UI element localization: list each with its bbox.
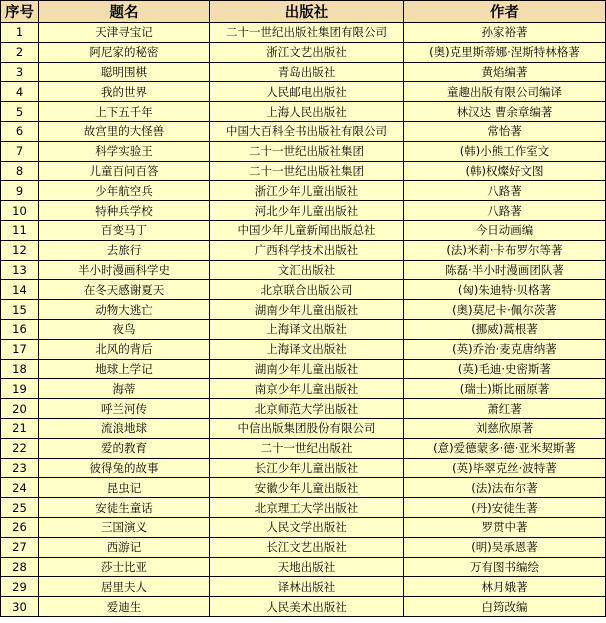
table-row — [1, 458, 606, 478]
author-name: (法)法布尔著 — [404, 478, 606, 498]
table-row — [1, 319, 606, 339]
publisher-name: 上海人民出版社 — [210, 102, 404, 122]
book-title: 爱的教育 — [39, 438, 210, 458]
publisher-name: 河北少年儿童出版社 — [210, 201, 404, 221]
book-title: 天津寻宝记 — [39, 23, 210, 43]
row-number: 24 — [1, 478, 39, 498]
publisher-name: 北京理工大学出版社 — [210, 498, 404, 518]
row-number: 16 — [1, 319, 39, 339]
author-name: 林月娥著 — [404, 577, 606, 597]
book-title: 昆虫记 — [39, 478, 210, 498]
book-title: 上下五千年 — [39, 102, 210, 122]
book-title: 地球上学记 — [39, 359, 210, 379]
row-number: 3 — [1, 62, 39, 82]
row-number: 21 — [1, 418, 39, 438]
publisher-name: 中信出版集团股份有限公司 — [210, 418, 404, 438]
row-number: 10 — [1, 201, 39, 221]
table-row — [1, 141, 606, 161]
row-number: 20 — [1, 399, 39, 419]
table-body — [1, 23, 606, 617]
book-title: 半小时漫画科学史 — [39, 260, 210, 280]
table-row — [1, 379, 606, 399]
author-name: (英)毛迪·史密斯著 — [404, 359, 606, 379]
book-title: 夜鸟 — [39, 319, 210, 339]
author-name: 孙家裕著 — [404, 23, 606, 43]
author-name: (法)米莉·卡布罗尔等著 — [404, 240, 606, 260]
book-title: 去旅行 — [39, 240, 210, 260]
author-name: (匈)朱迪特·贝格著 — [404, 280, 606, 300]
table-row — [1, 121, 606, 141]
book-title: 阿尼家的秘密 — [39, 42, 210, 62]
book-title: 莎士比亚 — [39, 557, 210, 577]
row-number: 1 — [1, 23, 39, 43]
book-title: 彼得兔的故事 — [39, 458, 210, 478]
row-number: 28 — [1, 557, 39, 577]
table-row — [1, 42, 606, 62]
publisher-name: 广西科学技术出版社 — [210, 240, 404, 260]
book-title: 聪明围棋 — [39, 62, 210, 82]
table-row — [1, 102, 606, 122]
table-row — [1, 537, 606, 557]
publisher-name: 文汇出版社 — [210, 260, 404, 280]
author-name: 今日动画编 — [404, 220, 606, 240]
table-row — [1, 82, 606, 102]
author-name: (韩)权燦好文图 — [404, 161, 606, 181]
book-title: 安徒生童话 — [39, 498, 210, 518]
publisher-name: 湖南少年儿童出版社 — [210, 300, 404, 320]
publisher-name: 人民美术出版社 — [210, 597, 404, 617]
author-name: (英)毕翠克丝·波特著 — [404, 458, 606, 478]
table-row — [1, 240, 606, 260]
row-number: 13 — [1, 260, 39, 280]
row-number: 6 — [1, 121, 39, 141]
table-row — [1, 260, 606, 280]
row-number: 25 — [1, 498, 39, 518]
book-title: 我的世界 — [39, 82, 210, 102]
author-name: (意)爱德蒙多·德·亚米契斯著 — [404, 438, 606, 458]
publisher-name: 长江文艺出版社 — [210, 537, 404, 557]
publisher-name: 人民邮电出版社 — [210, 82, 404, 102]
table-row — [1, 498, 606, 518]
row-number: 7 — [1, 141, 39, 161]
author-name: 白筠改编 — [404, 597, 606, 617]
publisher-name: 天地出版社 — [210, 557, 404, 577]
publisher-name: 浙江少年儿童出版社 — [210, 181, 404, 201]
table-row — [1, 399, 606, 419]
publisher-name: 青岛出版社 — [210, 62, 404, 82]
header-number: 序号 — [1, 1, 39, 23]
header-author: 作者 — [404, 1, 606, 23]
book-title: 三国演义 — [39, 517, 210, 537]
row-number: 15 — [1, 300, 39, 320]
book-title: 动物大逃亡 — [39, 300, 210, 320]
publisher-name: 北京师范大学出版社 — [210, 399, 404, 419]
publisher-name: 上海译文出版社 — [210, 339, 404, 359]
book-title: 西游记 — [39, 537, 210, 557]
author-name: 童趣出版有限公司编译 — [404, 82, 606, 102]
book-title: 北风的背后 — [39, 339, 210, 359]
book-title: 在冬天感谢夏天 — [39, 280, 210, 300]
book-title: 少年航空兵 — [39, 181, 210, 201]
header-publisher: 出版社 — [210, 1, 404, 23]
book-title: 科学实验王 — [39, 141, 210, 161]
table-row — [1, 201, 606, 221]
author-name: (奥)克里斯蒂娜·涅斯特林格著 — [404, 42, 606, 62]
publisher-name: 二十一世纪出版社集团 — [210, 161, 404, 181]
row-number: 17 — [1, 339, 39, 359]
table-row — [1, 220, 606, 240]
row-number: 27 — [1, 537, 39, 557]
author-name: 八路著 — [404, 201, 606, 221]
book-title: 故宫里的大怪兽 — [39, 121, 210, 141]
book-title: 百变马丁 — [39, 220, 210, 240]
row-number: 12 — [1, 240, 39, 260]
table-row — [1, 23, 606, 43]
book-title: 流浪地球 — [39, 418, 210, 438]
author-name: 林汉达 曹余章编著 — [404, 102, 606, 122]
publisher-name: 二十一世纪出版社 — [210, 438, 404, 458]
table-row — [1, 181, 606, 201]
author-name: 黄焰编著 — [404, 62, 606, 82]
table-row — [1, 280, 606, 300]
publisher-name: 安徽少年儿童出版社 — [210, 478, 404, 498]
publisher-name: 长江少年儿童出版社 — [210, 458, 404, 478]
publisher-name: 中国大百科全书出版社有限公司 — [210, 121, 404, 141]
table-row — [1, 418, 606, 438]
book-title: 海蒂 — [39, 379, 210, 399]
author-name: (奥)莫尼卡·佩尔茨著 — [404, 300, 606, 320]
row-number: 29 — [1, 577, 39, 597]
table-row — [1, 557, 606, 577]
table-row — [1, 62, 606, 82]
header-row — [1, 1, 606, 23]
author-name: 罗贯中著 — [404, 517, 606, 537]
row-number: 9 — [1, 181, 39, 201]
publisher-name: 北京联合出版公司 — [210, 280, 404, 300]
author-name: (丹)安徒生著 — [404, 498, 606, 518]
row-number: 18 — [1, 359, 39, 379]
author-name: (挪威)蒿根著 — [404, 319, 606, 339]
table-row — [1, 339, 606, 359]
row-number: 26 — [1, 517, 39, 537]
publisher-name: 浙江文艺出版社 — [210, 42, 404, 62]
author-name: 常怡著 — [404, 121, 606, 141]
table-row — [1, 597, 606, 617]
publisher-name: 人民文学出版社 — [210, 517, 404, 537]
table-row — [1, 478, 606, 498]
publisher-name: 上海译文出版社 — [210, 319, 404, 339]
publisher-name: 二十一世纪出版社集团 — [210, 141, 404, 161]
publisher-name: 湖南少年儿童出版社 — [210, 359, 404, 379]
book-title: 爱迪生 — [39, 597, 210, 617]
publisher-name: 南京少年儿童出版社 — [210, 379, 404, 399]
publisher-name: 二十一世纪出版社集团有限公司 — [210, 23, 404, 43]
header-title: 题名 — [39, 1, 210, 23]
author-name: 万有图书编绘 — [404, 557, 606, 577]
publisher-name: 译林出版社 — [210, 577, 404, 597]
author-name: 陈磊·半小时漫画团队著 — [404, 260, 606, 280]
author-name: (韩)小熊工作室文 — [404, 141, 606, 161]
table-row — [1, 517, 606, 537]
row-number: 4 — [1, 82, 39, 102]
book-title: 呼兰河传 — [39, 399, 210, 419]
author-name: 刘慈欣原著 — [404, 418, 606, 438]
author-name: (明)吴承恩著 — [404, 537, 606, 557]
row-number: 22 — [1, 438, 39, 458]
table-row — [1, 577, 606, 597]
table-row — [1, 300, 606, 320]
author-name: (英)乔治·麦克唐纳著 — [404, 339, 606, 359]
book-title: 特种兵学校 — [39, 201, 210, 221]
table-row — [1, 438, 606, 458]
row-number: 23 — [1, 458, 39, 478]
book-title: 儿童百问百答 — [39, 161, 210, 181]
author-name: 萧红著 — [404, 399, 606, 419]
row-number: 14 — [1, 280, 39, 300]
table-row — [1, 359, 606, 379]
row-number: 8 — [1, 161, 39, 181]
publisher-name: 中国少年儿童新闻出版总社 — [210, 220, 404, 240]
author-name: 八路著 — [404, 181, 606, 201]
book-title: 居里夫人 — [39, 577, 210, 597]
table-row — [1, 161, 606, 181]
row-number: 2 — [1, 42, 39, 62]
author-name: (瑞士)斯比丽原著 — [404, 379, 606, 399]
row-number: 19 — [1, 379, 39, 399]
row-number: 5 — [1, 102, 39, 122]
row-number: 11 — [1, 220, 39, 240]
row-number: 30 — [1, 597, 39, 617]
